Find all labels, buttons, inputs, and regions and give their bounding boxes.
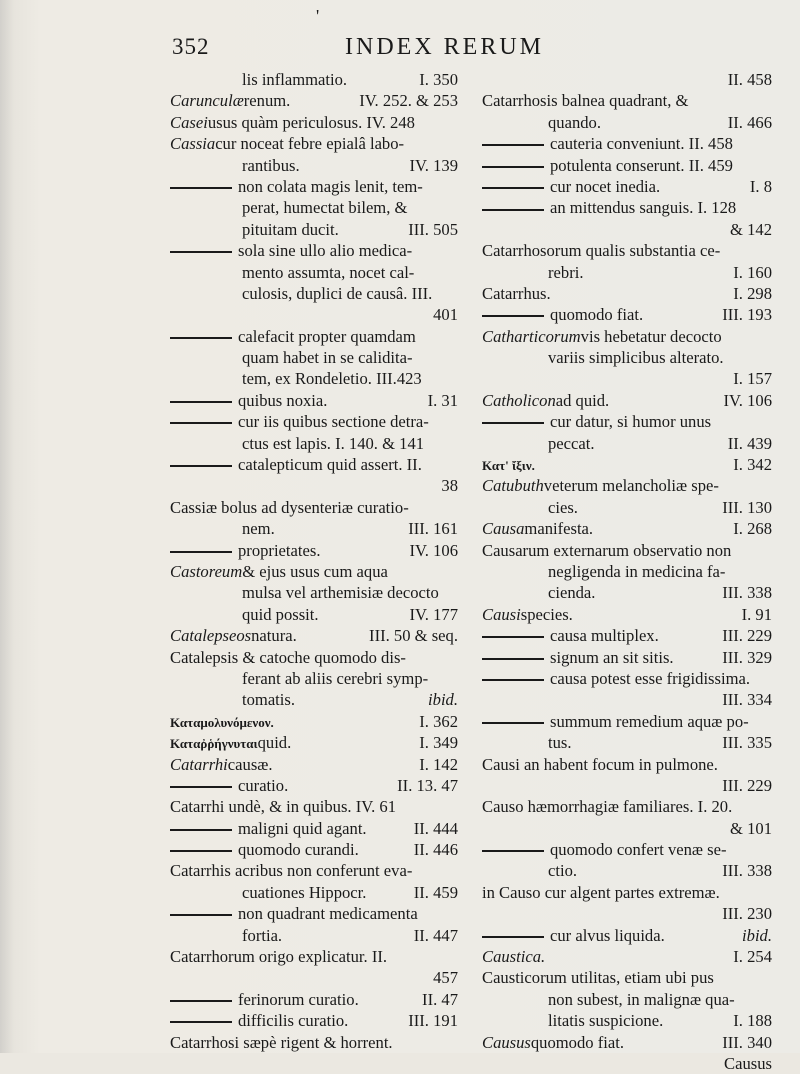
index-entry bbox=[170, 689, 458, 710]
entry-text: ferant ab aliis cerebri symp- bbox=[242, 668, 429, 688]
index-entry bbox=[482, 390, 772, 411]
volume-page-reference: 457 bbox=[433, 968, 458, 988]
volume-page-reference: IV. 106 bbox=[723, 390, 772, 410]
index-entry bbox=[482, 454, 772, 475]
volume-page-reference: I. 350 bbox=[419, 70, 458, 89]
ditto-dash bbox=[482, 679, 544, 681]
index-entry bbox=[482, 561, 772, 582]
index-entry bbox=[170, 497, 458, 518]
volume-page-reference: Causus bbox=[724, 1053, 772, 1073]
entry-text: cauteria conveniunt. II. 458 bbox=[550, 134, 733, 154]
index-entry bbox=[482, 1010, 772, 1031]
ditto-dash bbox=[482, 315, 544, 317]
entry-headword: Cassia bbox=[170, 134, 216, 154]
index-entry bbox=[482, 625, 772, 646]
ditto-dash bbox=[482, 936, 544, 938]
volume-page-reference: I. 362 bbox=[419, 711, 458, 731]
index-entry bbox=[482, 112, 772, 133]
index-entry bbox=[482, 326, 772, 347]
index-entry bbox=[482, 754, 772, 775]
entry-text: peccat. bbox=[548, 433, 595, 453]
greek-term: Κατ' ἴξιν. bbox=[482, 458, 535, 474]
entry-text: quam habet in se caliditа- bbox=[242, 348, 413, 368]
volume-page-reference: III. 334 bbox=[722, 690, 772, 710]
ditto-dash bbox=[170, 850, 232, 852]
ditto-dash bbox=[170, 551, 232, 553]
entry-text: curatio. bbox=[238, 775, 289, 795]
index-entry bbox=[482, 304, 772, 325]
ditto-dash bbox=[170, 251, 232, 253]
entry-headword: Catholicon bbox=[482, 390, 556, 410]
volume-page-reference: I. 31 bbox=[427, 390, 458, 410]
volume-page-reference: III. 229 bbox=[722, 775, 772, 795]
index-entry bbox=[170, 326, 458, 347]
left-index-column bbox=[170, 69, 458, 1053]
index-entry bbox=[482, 411, 772, 432]
entry-headword: Causi bbox=[482, 604, 521, 624]
entry-text: usus quàm periculosus. IV. 248 bbox=[207, 112, 415, 132]
volume-page-reference: I. 254 bbox=[733, 947, 772, 967]
index-entry bbox=[482, 882, 772, 903]
index-entry bbox=[170, 775, 458, 796]
index-entry bbox=[482, 283, 772, 304]
ditto-dash bbox=[170, 1021, 232, 1023]
volume-page-reference: III. 230 bbox=[722, 904, 772, 924]
entry-text: Catarrhi undè, & in quibus. IV. 61 bbox=[170, 797, 396, 817]
ink-mark: ' bbox=[316, 6, 320, 26]
entry-text: Catalepsis & catoche quomodo dis- bbox=[170, 647, 406, 667]
index-entry bbox=[170, 989, 458, 1010]
index-entry bbox=[170, 967, 458, 988]
entry-text: mulsa vel arthemisiæ decocto bbox=[242, 583, 439, 603]
entry-text: rantibus. bbox=[242, 155, 300, 175]
entry-text: quomodo fiat. bbox=[530, 1032, 624, 1052]
volume-page-reference: I. 342 bbox=[733, 455, 772, 475]
index-entry bbox=[482, 197, 772, 218]
volume-page-reference: III. 329 bbox=[722, 647, 772, 667]
volume-page-reference: II. 439 bbox=[727, 433, 772, 453]
entry-text: litatis suspicione. bbox=[548, 1011, 664, 1031]
index-entry bbox=[482, 689, 772, 710]
index-entry bbox=[170, 390, 458, 411]
entry-text: manifesta. bbox=[524, 519, 594, 539]
entry-text: cur nocet inedia. bbox=[550, 176, 661, 196]
index-entry bbox=[170, 433, 458, 454]
entry-headword: Catalepseos bbox=[170, 626, 252, 646]
entry-text: ctus est lapis. I. 140. & 141 bbox=[242, 433, 425, 453]
volume-page-reference: III. 193 bbox=[722, 305, 772, 325]
entry-text: causa potest esse frigidissima. bbox=[550, 668, 751, 688]
entry-text: proprietates. bbox=[238, 540, 321, 560]
volume-page-reference: II. 458 bbox=[727, 70, 772, 89]
index-entry bbox=[170, 454, 458, 475]
volume-page-reference: II. 447 bbox=[413, 925, 458, 945]
entry-text: tomatis. bbox=[242, 690, 296, 710]
index-entry bbox=[170, 860, 458, 881]
right-index-column bbox=[482, 69, 772, 1074]
volume-page-reference: III. 229 bbox=[722, 626, 772, 646]
entry-text: tus. bbox=[548, 733, 572, 753]
entry-text: negligenda in medicina fa- bbox=[548, 561, 726, 581]
entry-text: ferinorum curatio. bbox=[238, 989, 359, 1009]
entry-text: variis simplicibus alterato. bbox=[548, 348, 724, 368]
index-entry bbox=[170, 882, 458, 903]
volume-page-reference: III. 130 bbox=[722, 497, 772, 517]
index-entry bbox=[170, 903, 458, 924]
ditto-dash bbox=[482, 144, 544, 146]
index-entry bbox=[170, 582, 458, 603]
index-entry bbox=[482, 775, 772, 796]
index-entry bbox=[482, 540, 772, 561]
index-entry bbox=[170, 561, 458, 582]
index-entry bbox=[170, 133, 458, 154]
entry-text: vis hebetatur decocto bbox=[580, 326, 722, 346]
entry-text: ctio. bbox=[548, 861, 578, 881]
index-entry bbox=[482, 946, 772, 967]
index-entry bbox=[170, 368, 458, 389]
index-entry bbox=[170, 946, 458, 967]
index-entry bbox=[482, 796, 772, 817]
index-entry bbox=[482, 90, 772, 111]
entry-text: causa multiplex. bbox=[550, 626, 659, 646]
entry-text: & ejus usus cum aqua bbox=[242, 561, 388, 581]
ditto-dash bbox=[482, 187, 544, 189]
ditto-dash bbox=[170, 422, 232, 424]
index-entry bbox=[482, 925, 772, 946]
volume-page-reference: II. 47 bbox=[422, 989, 458, 1009]
index-entry bbox=[482, 368, 772, 389]
entry-text: Catarrhorum origo explicatur. II. bbox=[170, 947, 388, 967]
entry-text: Catarrhis acribus non conferunt eva- bbox=[170, 861, 413, 881]
entry-text: signum an sit sitis. bbox=[550, 647, 674, 667]
index-entry bbox=[482, 219, 772, 240]
ditto-dash bbox=[170, 465, 232, 467]
volume-page-reference: ibid. bbox=[742, 925, 772, 945]
index-entry bbox=[170, 283, 458, 304]
index-entry bbox=[482, 839, 772, 860]
index-entry bbox=[170, 155, 458, 176]
entry-text: in Causo cur algent partes extremæ. bbox=[482, 882, 720, 902]
entry-text: difficilis curatio. bbox=[238, 1011, 349, 1031]
index-entry bbox=[482, 711, 772, 732]
entry-text: ad quid. bbox=[555, 390, 610, 410]
entry-text: fortia. bbox=[242, 925, 283, 945]
index-entry bbox=[170, 197, 458, 218]
index-entry bbox=[170, 818, 458, 839]
entry-text: quibus noxia. bbox=[238, 390, 328, 410]
volume-page-reference: II. 444 bbox=[413, 818, 458, 838]
entry-headword: Causa bbox=[482, 519, 525, 539]
volume-page-reference: III. 191 bbox=[408, 1011, 458, 1031]
entry-headword: Caustica. bbox=[482, 947, 546, 967]
index-entry bbox=[170, 1010, 458, 1031]
entry-text: sola sine ullo alio medica- bbox=[238, 241, 413, 261]
entry-text: quid possit. bbox=[242, 604, 319, 624]
ditto-dash bbox=[482, 422, 544, 424]
entry-text: Causi an habent focum in pulmone. bbox=[482, 754, 718, 774]
entry-text: renum. bbox=[243, 91, 291, 111]
entry-text: pituitam ducit. bbox=[242, 219, 339, 239]
index-entry bbox=[482, 176, 772, 197]
volume-page-reference: III. 338 bbox=[722, 861, 772, 881]
index-entry bbox=[170, 711, 458, 732]
volume-page-reference: III. 338 bbox=[722, 583, 772, 603]
entry-text: perat, humectat bilem, & bbox=[242, 198, 408, 218]
index-entry bbox=[482, 604, 772, 625]
ditto-dash bbox=[482, 850, 544, 852]
volume-page-reference: II. 466 bbox=[727, 112, 772, 132]
entry-text: Catarrhosorum qualis substantia ce- bbox=[482, 241, 721, 261]
entry-text: cienda. bbox=[548, 583, 596, 603]
volume-page-reference: III. 50 & seq. bbox=[369, 626, 458, 646]
page-number: 352 bbox=[172, 34, 210, 59]
ditto-dash bbox=[170, 914, 232, 916]
entry-text: quando. bbox=[548, 112, 601, 132]
index-entry bbox=[482, 475, 772, 496]
index-entry bbox=[170, 411, 458, 432]
index-entry bbox=[170, 347, 458, 368]
entry-text: culosis, duplici de causâ. III. bbox=[242, 283, 433, 303]
volume-page-reference: IV. 139 bbox=[409, 155, 458, 175]
entry-text: summum remedium aquæ po- bbox=[550, 711, 749, 731]
entry-text: Catarrhosi sæpè rigent & horrent. bbox=[170, 1032, 393, 1052]
ditto-dash bbox=[170, 1000, 232, 1002]
index-entry bbox=[482, 433, 772, 454]
entry-text: non quadrant medicamenta bbox=[238, 904, 418, 924]
entry-headword: Castoreum bbox=[170, 561, 243, 581]
volume-page-reference: I. 349 bbox=[419, 733, 458, 753]
volume-page-reference: I. 8 bbox=[749, 176, 772, 196]
ditto-dash bbox=[482, 636, 544, 638]
greek-term: Καταῤῥήγνυται bbox=[170, 736, 258, 752]
entry-text: veterum melancholiæ spe- bbox=[543, 476, 719, 496]
volume-page-reference: ibid. bbox=[428, 690, 458, 710]
index-entry bbox=[170, 112, 458, 133]
index-entry bbox=[170, 304, 458, 325]
index-entry bbox=[482, 1053, 772, 1074]
entry-text: quid. bbox=[257, 733, 292, 753]
index-entry bbox=[170, 176, 458, 197]
entry-text: cur datur, si humor unus bbox=[550, 412, 712, 432]
entry-text: catalepticum quid assert. II. bbox=[238, 455, 422, 475]
volume-page-reference: I. 298 bbox=[733, 283, 772, 303]
index-entry bbox=[170, 839, 458, 860]
entry-text: quomodo curandi. bbox=[238, 840, 359, 860]
entry-text: cies. bbox=[548, 497, 578, 517]
index-entry bbox=[482, 240, 772, 261]
index-entry bbox=[482, 497, 772, 518]
volume-page-reference: 401 bbox=[433, 305, 458, 325]
index-entry bbox=[170, 925, 458, 946]
entry-text: Causarum externarum observatio non bbox=[482, 540, 732, 560]
entry-text: natura. bbox=[251, 626, 297, 646]
ditto-dash bbox=[170, 187, 232, 189]
volume-page-reference: II. 446 bbox=[413, 840, 458, 860]
volume-page-reference: I. 188 bbox=[733, 1011, 772, 1031]
volume-page-reference: IV. 177 bbox=[409, 604, 458, 624]
page-header bbox=[0, 34, 800, 70]
entry-text: Causticorum utilitas, etiam ubi pus bbox=[482, 968, 714, 988]
entry-text: cur iis quibus sectione detra- bbox=[238, 412, 429, 432]
index-entry bbox=[170, 262, 458, 283]
volume-page-reference: IV. 252. & 253 bbox=[359, 91, 458, 111]
index-entry bbox=[170, 475, 458, 496]
greek-term: Καταμολυνόμενον. bbox=[170, 714, 274, 730]
volume-page-reference: III. 505 bbox=[408, 219, 458, 239]
index-entry bbox=[482, 155, 772, 176]
volume-page-reference: III. 335 bbox=[722, 733, 772, 753]
entry-headword: Catarrhi bbox=[170, 754, 228, 774]
index-entry bbox=[482, 69, 772, 90]
volume-page-reference: III. 161 bbox=[408, 519, 458, 539]
entry-text: nem. bbox=[242, 519, 275, 539]
index-entry bbox=[170, 625, 458, 646]
index-entry bbox=[482, 989, 772, 1010]
index-entry bbox=[482, 262, 772, 283]
index-entry bbox=[170, 69, 458, 90]
index-entry bbox=[482, 347, 772, 368]
ditto-dash bbox=[482, 166, 544, 168]
volume-page-reference: I. 157 bbox=[733, 369, 772, 389]
index-entry bbox=[170, 604, 458, 625]
index-entry bbox=[170, 754, 458, 775]
volume-page-reference: & 101 bbox=[730, 818, 772, 838]
index-entry bbox=[170, 540, 458, 561]
volume-page-reference: IV. 106 bbox=[409, 540, 458, 560]
volume-page-reference: I. 91 bbox=[741, 604, 772, 624]
index-entry bbox=[170, 219, 458, 240]
entry-headword: Catubuth bbox=[482, 476, 544, 496]
entry-text: cur alvus liquida. bbox=[550, 925, 665, 945]
entry-text: non colata magis lenit, tem- bbox=[238, 176, 423, 196]
running-title: INDEX RERUM bbox=[345, 34, 544, 60]
volume-page-reference: I. 160 bbox=[733, 262, 772, 282]
entry-text: mento assumta, nocet cal- bbox=[242, 262, 415, 282]
index-entry bbox=[170, 518, 458, 539]
entry-text: non subest, in malignæ qua- bbox=[548, 989, 735, 1009]
entry-text: Cassiæ bolus ad dysenteriæ curatio- bbox=[170, 497, 409, 517]
entry-text: Catarrhus. bbox=[482, 283, 551, 303]
index-entry bbox=[482, 582, 772, 603]
index-entry bbox=[170, 90, 458, 111]
entry-text: calefacit propter quamdam bbox=[238, 326, 416, 346]
volume-page-reference: I. 142 bbox=[419, 754, 458, 774]
ditto-dash bbox=[482, 722, 544, 724]
entry-text: maligni quid agant. bbox=[238, 818, 367, 838]
index-entry bbox=[482, 518, 772, 539]
entry-headword: Casei bbox=[170, 112, 208, 132]
entry-text: species. bbox=[520, 604, 573, 624]
volume-page-reference: II. 459 bbox=[413, 882, 458, 902]
entry-text: Causo hæmorrhagiæ familiares. I. 20. bbox=[482, 797, 733, 817]
ditto-dash bbox=[170, 829, 232, 831]
entry-text: potulenta conserunt. II. 459 bbox=[550, 155, 733, 175]
index-entry bbox=[482, 818, 772, 839]
index-entry bbox=[482, 860, 772, 881]
ditto-dash bbox=[482, 209, 544, 211]
index-entry bbox=[482, 967, 772, 988]
index-entry bbox=[170, 647, 458, 668]
index-entry bbox=[170, 668, 458, 689]
ditto-dash bbox=[170, 786, 232, 788]
index-entry bbox=[170, 240, 458, 261]
volume-page-reference: & 142 bbox=[730, 219, 772, 239]
index-entry bbox=[482, 903, 772, 924]
entry-text: rebri. bbox=[548, 262, 584, 282]
index-entry bbox=[482, 133, 772, 154]
entry-text: tem, ex Rondeletio. III.423 bbox=[242, 369, 422, 389]
entry-headword: Causus bbox=[482, 1032, 531, 1052]
entry-text: Catarrhosis balnea quadrant, & bbox=[482, 91, 689, 111]
volume-page-reference: I. 268 bbox=[733, 519, 772, 539]
entry-text: cur noceat febre epialâ labo- bbox=[215, 134, 405, 154]
entry-headword: Catharticorum bbox=[482, 326, 581, 346]
entry-text: causæ. bbox=[227, 754, 273, 774]
volume-page-reference: III. 340 bbox=[722, 1032, 772, 1052]
entry-headword: Carunculæ bbox=[170, 91, 244, 111]
index-entry bbox=[482, 668, 772, 689]
index-entry bbox=[482, 732, 772, 753]
ditto-dash bbox=[170, 401, 232, 403]
entry-text: quomodo confert venæ se- bbox=[550, 840, 727, 860]
volume-page-reference: II. 13. 47 bbox=[397, 775, 458, 795]
entry-text: cuationes Hippocr. bbox=[242, 882, 367, 902]
ditto-dash bbox=[170, 337, 232, 339]
index-entry bbox=[482, 1032, 772, 1053]
index-entry bbox=[482, 647, 772, 668]
entry-text: quomodo fiat. bbox=[550, 305, 644, 325]
entry-text: lis inflammatio. bbox=[242, 70, 348, 89]
index-entry bbox=[170, 732, 458, 753]
volume-page-reference: 38 bbox=[441, 476, 458, 496]
entry-text: an mittendus sanguis. I. 128 bbox=[550, 198, 737, 218]
index-entry bbox=[170, 796, 458, 817]
index-entry bbox=[170, 1032, 458, 1053]
ditto-dash bbox=[482, 658, 544, 660]
